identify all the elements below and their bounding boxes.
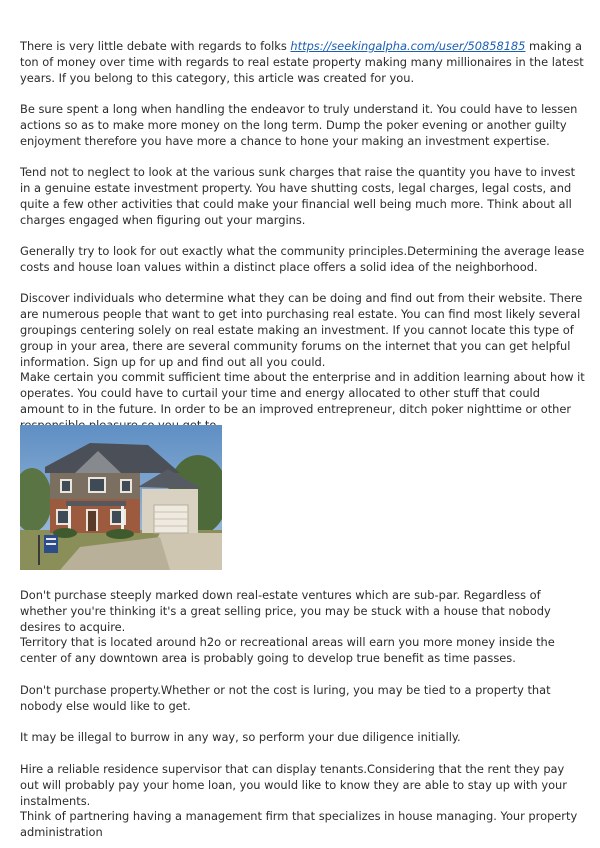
paragraph-10: It may be illegal to burrow in any way, so perform your due diligence initially. (20, 730, 461, 744)
paragraph-9: Don't purchase property.Whether or not the cost is luring, you may be tied to a property that nobody else would like to get. (20, 683, 551, 713)
paragraph-11: Hire a reliable residence supervisor that can display tenants.Considering that the rent they pay out will probably pay your home loan, you would like to know they are able to stay up with your instalments. (20, 762, 567, 808)
house-photo (20, 425, 222, 570)
paragraph-2: Be sure spent a long when handling the endeavor to truly understand it. You could have to lessen actions so as to make more money on the long term. Dump the poker evening or another guilty enjoyment therefore you have more a chance to hone your making an investment expertise. (20, 102, 578, 148)
paragraph-3: Tend not to neglect to look at the various sunk charges that raise the quantity you have to invest in a genuine estate investment property. You have shutting costs, legal charges, legal costs, and quite a few other activities that could make your financial well being much more. Think about all charges engaged when figuring out your margins. (20, 165, 576, 227)
profile-link[interactable]: https://seekingalpha.com/user/50858185 (290, 39, 526, 53)
paragraph-8: Territory that is located around h2o or recreational areas will earn you more money inside the center of any downtown area is probably going to develop true benefit as time passes. (20, 635, 555, 665)
intro-text-start: There is very little debate with regards to folks (20, 39, 291, 53)
paragraph-12: Think of partnering having a management firm that specializes in house managing. Your property administration (20, 809, 578, 839)
paragraph-intro (20, 38, 585, 86)
paragraph-5: Discover individuals who determine what they can be doing and find out from their website. There are numerous people that want to get into purchasing real estate. You can find most likely several groupings centering solely on real estate making an investment. If you cannot locate this type of group in your area, there are several community forums on the internet that you can get helpful information. Sign up for up and find out all you could. (20, 291, 583, 369)
paragraph-7: Don't purchase steeply marked down real-estate ventures which are sub-par. Regardless of whether you're thinking it's a great selling price, you may be stuck with a house that nobody desires to acquire. (20, 588, 551, 634)
intro-text-end: making a ton of money over time with regards to real estate property making many millionaires in the latest years. If you belong to this category, this article was created for you. (20, 39, 584, 85)
paragraph-6: Make certain you commit sufficient time about the enterprise and in addition learning about how it operates. You could have to curtail your time and energy allocated to other stuff that could amount to in the future. In order to be an improved entrepreneur, ditch poker nighttime or other (20, 370, 585, 416)
paragraph-4: Generally try to look for out exactly what the community principles.Determining the average lease costs and house loan values within a distinct place offers a solid idea of the neighborhood. (20, 244, 585, 274)
